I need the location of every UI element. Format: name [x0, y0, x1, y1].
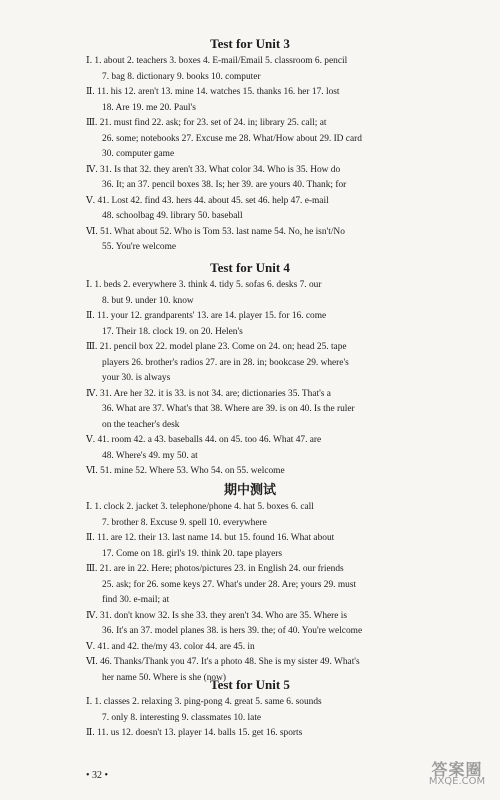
answer-line: Ⅳ. 31. Are her 32. it is 33. is not 34. are; dictionaries 35. That's a — [86, 388, 331, 399]
answer-line: Ⅲ. 21. must find 22. ask; for 23. set of 24. in; library 25. call; at — [86, 118, 327, 128]
answer-line: 36. It; an 37. pencil boxes 38. Is; her 39. are yours 40. Thank; for — [102, 180, 347, 190]
answer-line: 17. Their 18. clock 19. on 20. Helen's — [102, 326, 243, 337]
section-title: Test for Unit 5 — [210, 677, 290, 692]
answer-line: Ⅱ. 11. his 12. aren't 13. mine 14. watches 15. thanks 16. her 17. lost — [86, 87, 340, 97]
page-number: • 32 • — [86, 770, 109, 781]
answer-line: Ⅴ. 41. Lost 42. find 43. hers 44. about 45. set 46. help 47. e-mail — [86, 195, 329, 206]
answer-line: 7. only 8. interesting 9. classmates 10. late — [102, 712, 262, 723]
section — [0, 34, 500, 256]
answer-line: Ⅰ. 1. beds 2. everywhere 3. think 4. tidy 5. sofas 6. desks 7. our — [86, 280, 322, 290]
answer-line: Ⅰ. 1. classes 2. relaxing 3. ping-pong 4. great 5. same 6. sounds — [86, 697, 322, 707]
answer-line: Ⅱ. 11. your 12. grandparents' 13. are 14. player 15. for 16. come — [86, 311, 327, 321]
answer-line: Ⅳ. 31. Is that 32. they aren't 33. What color 34. Who is 35. How do — [86, 164, 341, 175]
answer-line: Ⅳ. 31. don't know 32. Is she 33. they aren't 34. Who are 35. Where is — [86, 610, 348, 621]
answer-line: Ⅲ. 21. pencil box 22. model plane 23. Come on 24. on; head 25. tape — [86, 342, 347, 352]
watermark-line1: 答案圈 — [431, 760, 483, 779]
section-title: 期中测试 — [223, 482, 276, 497]
answer-line: 55. You're welcome — [102, 242, 177, 252]
answer-line: Ⅵ. 46. Thanks/Thank you 47. It's a photo 48. She is my sister 49. What's — [86, 657, 360, 667]
answer-line: 17. Come on 18. girl's 19. think 20. tape players — [102, 548, 283, 559]
answer-line: players 26. brother's radios 27. are in 28. in; bookcase 29. where's — [102, 357, 349, 368]
answer-line: Ⅱ. 11. us 12. doesn't 13. player 14. balls 15. get 16. sports — [86, 728, 303, 738]
answer-line: Ⅲ. 21. are in 22. Here; photos/pictures 23. in English 24. our friends — [86, 564, 344, 574]
watermark-logo — [422, 760, 492, 794]
answer-line: Ⅵ. 51. What about 52. Who is Tom 53. last name 54. No, he isn't/No — [86, 226, 345, 237]
answer-line: 8. but 9. under 10. know — [102, 295, 194, 306]
answer-line: Ⅵ. 51. mine 52. Where 53. Who 54. on 55. welcome — [86, 466, 285, 476]
section-title: Test for Unit 4 — [210, 260, 290, 275]
answer-line: Ⅴ. 41. and 42. the/my 43. color 44. are 45. in — [86, 641, 255, 652]
answer-line: 7. brother 8. Excuse 9. spell 10. everywhere — [102, 517, 267, 528]
answer-line: 26. some; notebooks 27. Excuse me 28. What/How about 29. ID card — [102, 133, 362, 144]
answer-line: your 30. is always — [102, 373, 171, 383]
answer-line: her name 50. Where is she (now) — [102, 672, 227, 683]
answer-line: on the teacher's desk — [102, 419, 180, 430]
answer-line: 36. It's an 37. model planes 38. is hers 39. the; of 40. You're welcome — [102, 626, 363, 636]
section-title: Test for Unit 3 — [210, 36, 290, 51]
answer-line: 48. schoolbag 49. library 50. baseball — [102, 211, 243, 221]
answer-line: 18. Are 19. me 20. Paul's — [102, 102, 196, 113]
answer-line: find 30. e-mail; at — [102, 595, 170, 605]
section — [0, 258, 500, 480]
answer-line: 7. bag 8. dictionary 9. books 10. computer — [102, 71, 261, 82]
section — [0, 480, 500, 686]
answer-line: Ⅰ. 1. clock 2. jacket 3. telephone/phone 4. hat 5. boxes 6. call — [86, 502, 314, 512]
answer-line: Ⅴ. 41. room 42. a 43. baseballs 44. on 45. too 46. What 47. are — [86, 435, 322, 445]
watermark-line2: MXQE.COM — [428, 776, 486, 787]
answer-line: Ⅱ. 11. are 12. their 13. last name 14. but 15. found 16. What about — [86, 533, 335, 543]
answer-line: 25. ask; for 26. some keys 27. What's under 28. Are; yours 29. must — [102, 579, 357, 590]
section — [0, 675, 500, 742]
answer-line: 36. What are 37. What's that 38. Where are 39. is on 40. Is the ruler — [102, 404, 355, 414]
answer-line: Ⅰ. 1. about 2. teachers 3. boxes 4. E-mail/Email 5. classroom 6. pencil — [86, 56, 348, 66]
answer-line: 48. Where's 49. my 50. at — [102, 450, 198, 461]
answer-line: 30. computer game — [102, 149, 175, 159]
